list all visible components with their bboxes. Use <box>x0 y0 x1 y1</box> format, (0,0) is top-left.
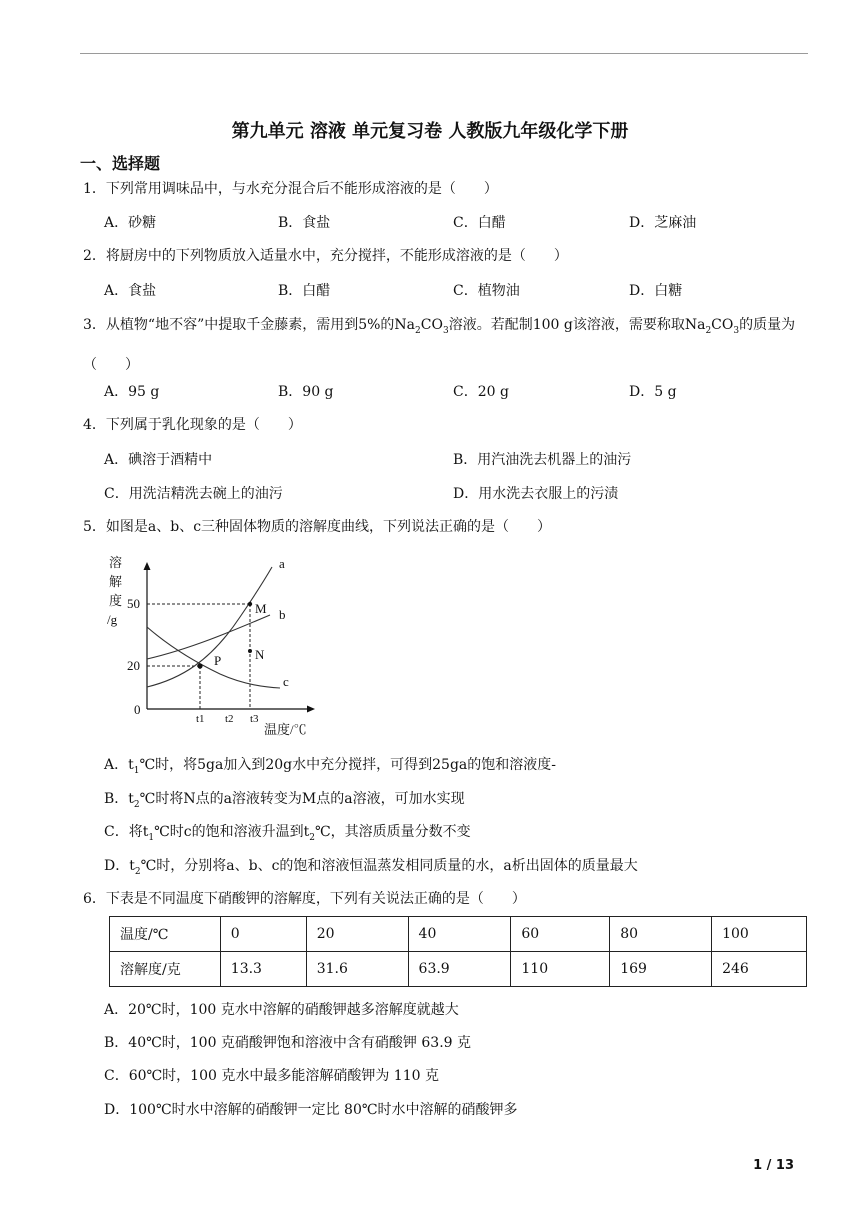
x-axis-arrow <box>307 706 315 713</box>
question-6-option-a[interactable]: A．20℃时，100 克水中溶解的硝酸钾越多溶解度就越大 <box>104 1002 459 1018</box>
x-tick-t1: t1 <box>196 713 205 725</box>
y-axis-arrow <box>144 562 151 570</box>
table-cell: 31.6 <box>306 952 408 987</box>
table-cell: 60 <box>511 917 610 952</box>
curve-label-b: b <box>279 607 286 622</box>
y-tick-50: 50 <box>127 596 140 611</box>
question-2-option-c[interactable]: C．植物油 <box>453 283 520 299</box>
question-3-option-d[interactable]: D．5 g <box>629 384 677 400</box>
question-5-option-b[interactable]: B．$t_2℃$时将N点的a溶液转变为M点的a溶液，可加水实现 <box>104 791 465 810</box>
question-3-stem: 3．从植物“地不容”中提取千金藤素，需用到5%的$Na_2CO_3$溶液。若配制100 g该溶液，需要称取$Na_2CO_3$的质量为（ ） <box>83 317 796 373</box>
section-heading: 一、选择题 <box>80 154 161 173</box>
question-3-option-c[interactable]: C．20 g <box>453 384 509 400</box>
curve-label-c: c <box>283 674 289 689</box>
question-6-option-b[interactable]: B．40℃时，100 克硝酸钾饱和溶液中含有硝酸钾 63.9 克 <box>104 1035 472 1051</box>
question-1-stem: 1．下列常用调味品中，与水充分混合后不能形成溶液的是（ ） <box>83 181 498 197</box>
question-1-option-a[interactable]: A．砂糖 <box>104 215 157 231</box>
question-2-option-a[interactable]: A．食盐 <box>104 283 157 299</box>
page-number: 1 / 13 <box>753 1158 794 1173</box>
table-cell: 温度/℃ <box>110 917 221 952</box>
question-4-option-d[interactable]: D．用水洗去衣服上的污渍 <box>453 486 619 502</box>
point-n <box>248 649 252 653</box>
solubility-table <box>109 916 807 987</box>
table-row <box>110 952 807 987</box>
question-6-option-d[interactable]: D．100℃时水中溶解的硝酸钾一定比 80℃时水中溶解的硝酸钾多 <box>104 1102 518 1118</box>
question-4-option-b[interactable]: B．用汽油洗去机器上的油污 <box>453 452 632 468</box>
x-tick-t2: t2 <box>225 713 234 725</box>
table-header-row <box>110 917 807 952</box>
question-2-option-d[interactable]: D．白糖 <box>629 283 683 299</box>
y-tick-20: 20 <box>127 658 140 673</box>
table-cell: 80 <box>610 917 712 952</box>
table-cell: 246 <box>712 952 807 987</box>
x-axis-label: 温度/℃ <box>264 722 307 737</box>
y-axis-label-3: 度 <box>109 593 123 608</box>
point-m <box>248 602 252 606</box>
table-cell: 20 <box>306 917 408 952</box>
question-5-option-c[interactable]: C．将$t_1℃$时c的饱和溶液升温到$t_2℃$，其溶质质量分数不变 <box>104 824 471 843</box>
y-tick-0: 0 <box>134 702 141 717</box>
point-label-n: N <box>255 647 265 662</box>
question-6-option-c[interactable]: C．60℃时，100 克水中最多能溶解硝酸钾为 110 克 <box>104 1068 439 1084</box>
question-4-option-a[interactable]: A．碘溶于酒精中 <box>104 452 213 468</box>
x-tick-t3: t3 <box>250 713 259 725</box>
question-2-option-b[interactable]: B．白醋 <box>278 283 331 299</box>
question-4-stem: 4．下列属于乳化现象的是（ ） <box>83 417 302 433</box>
table-cell: 169 <box>610 952 712 987</box>
curve-label-a: a <box>279 556 285 571</box>
question-1-option-b[interactable]: B．食盐 <box>278 215 331 231</box>
question-1-option-c[interactable]: C．白醋 <box>453 215 506 231</box>
table-cell: 40 <box>408 917 511 952</box>
question-3-option-b[interactable]: B．90 g <box>278 384 334 400</box>
question-5-option-d[interactable]: D．$t_2℃$时，分别将a、b、c的饱和溶液恒温蒸发相同质量的水，a析出固体的质量最大 <box>104 858 638 877</box>
y-axis-label-1: 溶 <box>109 555 123 570</box>
question-2-stem: 2．将厨房中的下列物质放入适量水中，充分搅拌，不能形成溶液的是（ ） <box>83 248 568 264</box>
question-3-option-a[interactable]: A．95 g <box>104 384 160 400</box>
table-cell: 100 <box>712 917 807 952</box>
header-rule <box>80 53 808 54</box>
question-6-stem: 6．下表是不同温度下硝酸钾的溶解度，下列有关说法正确的是（ ） <box>83 891 526 907</box>
point-label-m: M <box>255 601 267 616</box>
table-cell: 63.9 <box>408 952 511 987</box>
question-4-option-c[interactable]: C．用洗洁精洗去碗上的油污 <box>104 486 283 502</box>
question-5-option-a[interactable]: A．$t_1℃$时，将5ga加入到20g水中充分搅拌，可得到25ga的饱和溶液度- <box>104 757 556 776</box>
question-1-option-d[interactable]: D．芝麻油 <box>629 215 697 231</box>
table-cell: 13.3 <box>220 952 306 987</box>
point-label-p: P <box>214 653 222 668</box>
page-title: 第九单元 溶液 单元复习卷 人教版九年级化学下册 <box>231 121 629 142</box>
point-p <box>197 663 202 668</box>
table-cell: 溶解度/克 <box>110 952 221 987</box>
question-5-stem: 5．如图是a、b、c三种固体物质的溶解度曲线，下列说法正确的是（ ） <box>83 519 552 535</box>
y-axis-label-2: 解 <box>109 574 123 589</box>
curve-b <box>147 615 270 659</box>
y-axis-label-4: /g <box>107 612 118 627</box>
solubility-curve-figure <box>100 547 325 740</box>
table-cell: 0 <box>220 917 306 952</box>
table-cell: 110 <box>511 952 610 987</box>
